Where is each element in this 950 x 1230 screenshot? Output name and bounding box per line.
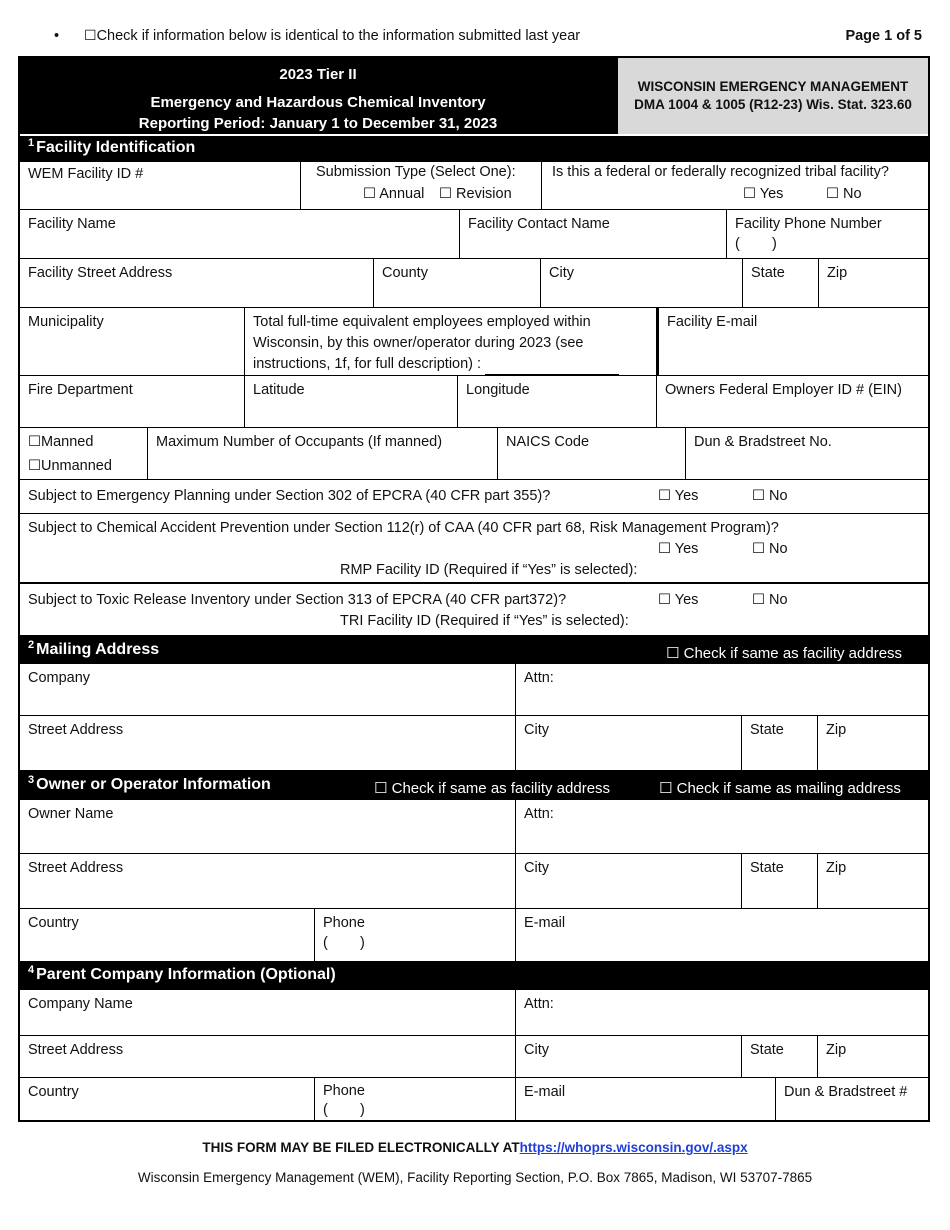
tribal-facility-field <box>542 160 928 210</box>
section-302-row <box>20 480 928 514</box>
tri-id-field[interactable]: TRI Facility ID (Required if “Yes” is selected): <box>340 613 629 629</box>
latitude-field[interactable] <box>245 376 458 428</box>
field-label: City <box>524 722 549 738</box>
section-2-header <box>20 636 928 664</box>
field-label: Company <box>28 670 91 686</box>
field-label: Facility Phone Number <box>735 216 882 232</box>
field-label: Zip <box>826 860 847 876</box>
manned-checkbox[interactable]: ☐Manned <box>28 434 94 450</box>
footer-address: Wisconsin Emergency Management (WEM), Facility Reporting Section, P.O. Box 7865, Madison, WI 53707-7865 <box>137 1170 813 1185</box>
q112-yes-checkbox[interactable]: ☐ Yes <box>658 541 699 557</box>
mail-street-field[interactable] <box>20 716 516 770</box>
max-occupants-field[interactable] <box>148 428 498 480</box>
header-period: Reporting Period: January 1 to December 31, 2023 <box>138 115 498 132</box>
naics-field[interactable] <box>498 428 686 480</box>
field-label: Fire Department <box>28 382 133 398</box>
section-3-header <box>20 770 928 800</box>
field-label: Submission Type (Select One): <box>316 164 516 180</box>
facility-email-field[interactable] <box>657 308 928 376</box>
field-label: Municipality <box>28 314 104 330</box>
ein-field[interactable] <box>657 376 928 428</box>
field-label: Phone <box>323 915 365 931</box>
field-label: State <box>750 1042 784 1058</box>
header-title: 2023 Tier II <box>279 66 357 83</box>
agency-name: WISCONSIN EMERGENCY MANAGEMENT <box>637 79 909 94</box>
field-label: County <box>382 265 428 281</box>
mail-attn-field[interactable] <box>516 664 928 716</box>
field-label: Street Address <box>28 1042 124 1058</box>
field-label: State <box>751 265 785 281</box>
field-label: Company Name <box>28 996 133 1012</box>
municipality-field[interactable] <box>20 308 245 376</box>
field-label: Zip <box>826 722 847 738</box>
filing-link[interactable]: https://whoprs.wisconsin.gov/.aspx <box>519 1140 748 1155</box>
checkbox-glyph: ☐ <box>84 28 97 44</box>
fte-line-2: Wisconsin, by this owner/operator during 2023 (see <box>253 335 584 351</box>
field-label: City <box>524 1042 549 1058</box>
parent-dun-field[interactable] <box>776 1078 928 1120</box>
rmp-id-field[interactable]: RMP Facility ID (Required if “Yes” is selected): <box>340 562 638 578</box>
parent-city-field[interactable] <box>516 1036 742 1078</box>
owner-phone-field[interactable] <box>315 909 516 961</box>
header-subtitle: Emergency and Hazardous Chemical Inventory <box>150 94 486 111</box>
field-label: Dun & Bradstreet # <box>784 1084 908 1100</box>
parent-company-field[interactable] <box>20 990 516 1036</box>
parent-email-field[interactable] <box>516 1078 776 1120</box>
field-label: Zip <box>826 1042 847 1058</box>
mail-same-facility-checkbox[interactable]: ☐ Check if same as facility address <box>666 645 903 662</box>
field-label: Attn: <box>524 670 554 686</box>
wem-facility-id-field[interactable] <box>20 160 301 210</box>
mail-city-field[interactable] <box>516 716 742 770</box>
section-number: 1 <box>28 137 35 149</box>
section-title: Mailing Address <box>36 641 160 658</box>
section-1-header <box>20 136 928 162</box>
facility-contact-field[interactable] <box>460 210 727 259</box>
mail-state-field[interactable] <box>742 716 818 770</box>
owner-state-field[interactable] <box>742 854 818 909</box>
owner-email-field[interactable] <box>516 909 928 961</box>
manned-field <box>20 428 148 480</box>
phone-parens: ( ) <box>735 236 777 252</box>
longitude-field[interactable] <box>458 376 657 428</box>
annual-checkbox[interactable]: ☐ Annual <box>363 186 425 202</box>
county-field[interactable] <box>374 259 541 308</box>
owner-same-mailing-checkbox[interactable]: ☐ Check if same as mailing address <box>659 780 901 797</box>
q313-label: Subject to Toxic Release Inventory under Section 313 of EPCRA (40 CFR part372)? <box>28 592 567 608</box>
field-label: State <box>750 722 784 738</box>
identical-label: Check if information below is identical to the information submitted last year <box>96 28 581 44</box>
state-field[interactable] <box>743 259 819 308</box>
fte-line-1: Total full-time equivalent employees employed within <box>253 314 591 330</box>
q302-label: Subject to Emergency Planning under Section 302 of EPCRA (40 CFR part 355)? <box>28 488 551 504</box>
field-label: Owner Name <box>28 806 114 822</box>
field-label: Dun & Bradstreet No. <box>694 434 832 450</box>
q112-label: Subject to Chemical Accident Prevention under Section 112(r) of CAA (40 CFR part 68, Risk Management Program)? <box>28 520 779 536</box>
parent-state-field[interactable] <box>742 1036 818 1078</box>
field-label: Maximum Number of Occupants (If manned) <box>156 434 443 450</box>
owner-same-facility-checkbox[interactable]: ☐ Check if same as facility address <box>374 780 611 797</box>
fire-department-field[interactable] <box>20 376 245 428</box>
filing-text: THIS FORM MAY BE FILED ELECTRONICALLY AT <box>202 1140 520 1155</box>
mail-company-field[interactable] <box>20 664 516 716</box>
facility-phone-field[interactable] <box>727 210 928 259</box>
owner-city-field[interactable] <box>516 854 742 909</box>
section-4-header <box>20 961 928 990</box>
phone-parens: ( ) <box>323 1102 365 1118</box>
bullet: • <box>54 28 60 44</box>
zip-field[interactable] <box>819 259 928 308</box>
fte-field <box>245 308 657 376</box>
facility-street-field[interactable] <box>20 259 374 308</box>
parent-attn-field[interactable] <box>516 990 928 1036</box>
field-label: City <box>549 265 574 281</box>
field-label: Is this a federal or federally recognized tribal facility? <box>552 164 889 180</box>
field-label: Phone <box>323 1083 365 1099</box>
phone-parens: ( ) <box>323 935 365 951</box>
field-label: E-mail <box>524 1084 566 1100</box>
field-label: State <box>750 860 784 876</box>
owner-attn-field[interactable] <box>516 800 928 854</box>
field-label: Facility Street Address <box>28 265 173 281</box>
field-label: Attn: <box>524 806 554 822</box>
submission-type-field <box>301 160 542 210</box>
section-number: 2 <box>28 639 35 651</box>
field-label: Attn: <box>524 996 554 1012</box>
tribal-yes-checkbox[interactable]: ☐ Yes <box>743 186 784 202</box>
form-header <box>20 58 928 134</box>
q302-no-checkbox[interactable]: ☐ No <box>752 488 788 504</box>
footer-filing <box>0 1140 950 1155</box>
q302-yes-checkbox[interactable]: ☐ Yes <box>658 488 699 504</box>
field-label: Latitude <box>253 382 305 398</box>
form-id: DMA 1004 & 1005 (R12-23) Wis. Stat. 323.60 <box>634 97 912 112</box>
fte-line-3: instructions, 1f, for full description) : <box>253 356 482 372</box>
tier2-form <box>18 56 930 1122</box>
section-title: Parent Company Information (Optional) <box>36 966 336 983</box>
revision-checkbox[interactable]: ☐ Revision <box>439 186 512 202</box>
section-number: 4 <box>28 964 35 976</box>
owner-street-field[interactable] <box>20 854 516 909</box>
section-313-row <box>20 586 928 636</box>
section-number: 3 <box>28 774 35 786</box>
field-label: NAICS Code <box>506 434 590 450</box>
field-label: E-mail <box>524 915 566 931</box>
field-label: Street Address <box>28 722 124 738</box>
identical-checkbox[interactable] <box>84 28 580 44</box>
tribal-no-checkbox[interactable]: ☐ No <box>826 186 862 202</box>
field-label: Longitude <box>466 382 530 398</box>
section-title: Owner or Operator Information <box>36 776 271 793</box>
parent-zip-field[interactable] <box>818 1036 928 1078</box>
field-label: Facility Name <box>28 216 116 232</box>
parent-street-field[interactable] <box>20 1036 516 1078</box>
field-label: Country <box>28 915 79 931</box>
field-label: Facility Contact Name <box>468 216 610 232</box>
dun-bradstreet-field[interactable] <box>686 428 928 480</box>
field-label: Facility E-mail <box>667 314 758 330</box>
agency-box <box>618 58 928 134</box>
mail-zip-field[interactable] <box>818 716 928 770</box>
section-112r-row <box>20 514 928 584</box>
field-label: Country <box>28 1084 79 1100</box>
unmanned-checkbox[interactable]: ☐Unmanned <box>28 458 112 474</box>
field-label: Zip <box>827 265 848 281</box>
page-number: Page 1 of 5 <box>845 28 922 44</box>
parent-country-field[interactable] <box>20 1078 315 1120</box>
q313-no-checkbox[interactable]: ☐ No <box>752 592 788 608</box>
owner-name-field[interactable] <box>20 800 516 854</box>
top-line <box>54 28 922 48</box>
parent-phone-field[interactable] <box>315 1078 516 1120</box>
section-title: Facility Identification <box>36 139 196 156</box>
field-label: City <box>524 860 549 876</box>
owner-zip-field[interactable] <box>818 854 928 909</box>
city-field[interactable] <box>541 259 743 308</box>
owner-country-field[interactable] <box>20 909 315 961</box>
facility-name-field[interactable] <box>20 210 460 259</box>
fte-input[interactable] <box>485 361 619 375</box>
field-label: Owners Federal Employer ID # (EIN) <box>665 382 902 398</box>
field-label: WEM Facility ID # <box>28 166 144 182</box>
q313-yes-checkbox[interactable]: ☐ Yes <box>658 592 699 608</box>
q112-no-checkbox[interactable]: ☐ No <box>752 541 788 557</box>
field-label: Street Address <box>28 860 124 876</box>
